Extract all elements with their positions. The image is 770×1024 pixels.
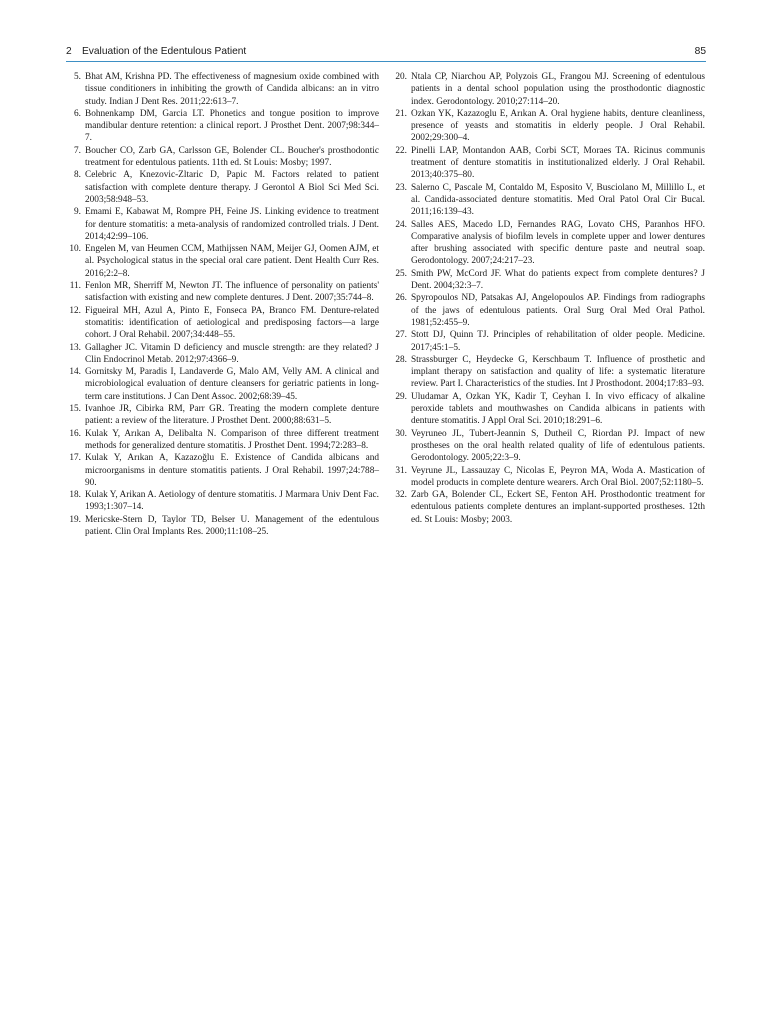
- reference-number: 6.: [74, 108, 81, 119]
- reference-number: 24.: [395, 219, 407, 230]
- reference-item: [66, 206, 379, 243]
- reference-item: [66, 403, 379, 428]
- reference-text: Ntala CP, Niarchou AP, Polyzois GL, Frangou MJ. Screening of edentulous patients in a dental school population using the prosthodontic diagnostic index. Gerodontology. 2010;27:114–20.: [411, 72, 705, 107]
- reference-text: Mericske-Stern D, Taylor TD, Belser U. Management of the edentulous patient. Clin Oral Implants Res. 2000;11:108–25.: [85, 514, 379, 537]
- reference-text: Salerno C, Pascale M, Contaldo M, Esposito V, Busciolano M, Millillo L, et al. Candida-associated denture stomatitis. Med Oral Patol Oral Cir Bucal. 2011;16:139–43.: [411, 182, 705, 218]
- reference-text: Smith PW, McCord JF. What do patients expect from complete dentures? J Dent. 2004;32:3–7.: [411, 268, 705, 292]
- reference-item: [392, 489, 705, 526]
- reference-number: 29.: [395, 391, 407, 402]
- chapter-title: Evaluation of the Edentulous Patient: [82, 46, 247, 57]
- reference-number: 31.: [395, 465, 407, 476]
- reference-number: 25.: [395, 268, 407, 279]
- reference-item: [66, 243, 379, 280]
- reference-text: Pinelli LAP, Montandon AAB, Corbi SCT, Moraes TA. Ricinus communis treatment of denture stomatitis in institutionalized elderly. J Oral Rehabil. 2013;40:375–80.: [411, 145, 705, 181]
- reference-text: Ozkan YK, Kazazoglu E, Arıkan A. Oral hygiene habits, denture cleanliness, presence of yeasts and stomatitis in elderly people. J Oral Rehabil. 2002;29:300–4.: [411, 108, 705, 144]
- reference-item: [66, 342, 379, 367]
- reference-text: Bhat AM, Krishna PD. The effectiveness of magnesium oxide combined with tissue conditioners in inhibiting the growth of Candida albicans: an in vitro study. Indian J Dent Res. 2011;22:613–7.: [85, 72, 379, 107]
- reference-item: [392, 391, 705, 428]
- reference-text: Fenlon MR, Sherriff M, Newton JT. The influence of personality on patients' satisfaction with existing and new complete dentures. J Dent. 2007;35:744–8.: [85, 281, 379, 304]
- reference-number: 13.: [69, 342, 81, 353]
- reference-text: Celebric A, Knezovic-Zltaric D, Papic M. Factors related to patient satisfaction with complete denture therapy. J Gerontol A Biol Sci Med Sci. 2003;58:948–53.: [85, 170, 379, 205]
- reference-item: [66, 514, 379, 539]
- reference-number: 10.: [69, 244, 81, 255]
- reference-text: Uludamar A, Ozkan YK, Kadir T, Ceyhan I. In vivo efficacy of alkaline peroxide tablets and mouthwashes on Candida albicans in patients with denture stomatitis. J Appl Oral Sci. 2010;18:291–6.: [411, 391, 705, 427]
- reference-number: 28.: [395, 354, 407, 365]
- reference-number: 8.: [74, 170, 81, 181]
- reference-item: [66, 489, 379, 514]
- reference-text: Kulak Y, Arikan A. Aetiology of denture stomatitis. J Marmara Univ Dent Fac. 1993;1:307–14.: [85, 490, 379, 513]
- reference-item: [392, 182, 705, 219]
- reference-text: Gornitsky M, Paradis I, Landaverde G, Malo AM, Velly AM. A clinical and microbiological evaluation of denture cleansers for geriatric patients in long-term care institutions. J Can Dent Assoc. 2002;68:39–45.: [85, 367, 379, 402]
- reference-number: 21.: [395, 108, 407, 119]
- reference-item: [392, 108, 705, 145]
- reference-text: Ivanhoe JR, Cibirka RM, Parr GR. Treating the modern complete denture patient: a review of the literature. J Prosthet Dent. 2000;88:631–5.: [85, 404, 379, 427]
- reference-text: Spyropoulos ND, Patsakas AJ, Angelopoulos AP. Findings from radiographs of the jaws of edentulous patients. Oral Surg Oral Med Oral Pathol. 1981;52:455–9.: [411, 293, 705, 328]
- reference-item: [66, 366, 379, 403]
- reference-item: [66, 305, 379, 342]
- reference-text: Kulak Y, Arıkan A, Delibalta N. Comparison of three different treatment methods for generalized denture stomatitis. J Prosthet Dent. 1994;72:283–8.: [85, 428, 379, 451]
- reference-number: 19.: [69, 514, 81, 525]
- reference-number: 22.: [395, 145, 407, 156]
- reference-number: 9.: [74, 207, 81, 218]
- reference-item: [66, 108, 379, 145]
- reference-item: [66, 169, 379, 206]
- reference-text: Kulak Y, Arıkan A, Kazazoğlu E. Existence of Candida albicans and microorganisms in denture stomatitis patients. J Oral Rehabil. 1997;24:788–90.: [85, 453, 379, 488]
- reference-text: Stott DJ, Quinn TJ. Principles of rehabilitation of older people. Medicine. 2017;45:1–5.: [411, 330, 705, 353]
- reference-number: 16.: [69, 428, 81, 439]
- reference-number: 18.: [69, 490, 81, 501]
- reference-text: Veyruneo JL, Tubert-Jeannin S, Dutheil C, Riordan PJ. Impact of new prostheses on the oral health related quality of life of edentulous patients. Gerodontology. 2005;22:3–9.: [411, 428, 705, 464]
- reference-number: 26.: [395, 293, 407, 304]
- reference-text: Emami E, Kabawat M, Rompre PH, Feine JS. Linking evidence to treatment for denture stomatitis: a meta-analysis of randomized controlled trials. J Dent. 2014;42:99–106.: [85, 207, 379, 242]
- reference-item: [392, 292, 705, 329]
- reference-number: 20.: [395, 72, 407, 82]
- reference-number: 5.: [74, 72, 81, 82]
- reference-item: [392, 268, 705, 293]
- reference-item: [66, 452, 379, 489]
- reference-item: [66, 428, 379, 453]
- reference-item: [66, 280, 379, 305]
- reference-text: Engelen M, van Heumen CCM, Mathijssen NAM, Meijer GJ, Oomen AJM, et al. Psychological status in the special oral care patient. Dent Health Curr Res. 2016;2:2–8.: [85, 244, 379, 279]
- reference-number: 23.: [395, 182, 407, 193]
- reference-text: Salles AES, Macedo LD, Fernandes RAG, Lovato CHS, Paranhos HFO. Comparative analysis of biofilm levels in complete upper and lower dentures after brushing associated with specific denture paste and neutral soap. Gerodontology. 2007;24:217–23.: [411, 219, 705, 267]
- reference-item: [392, 329, 705, 354]
- reference-number: 11.: [69, 281, 81, 292]
- reference-number: 27.: [395, 330, 407, 341]
- header-rule: [66, 61, 706, 62]
- reference-item: [392, 219, 705, 268]
- reference-text: Boucher CO, Zarb GA, Carlsson GE, Bolender CL. Boucher's prosthodontic treatment for edentulous patients. 11th ed. St Louis: Mosby; 1997.: [85, 145, 379, 169]
- reference-item: [392, 145, 705, 182]
- reference-item: [392, 465, 705, 490]
- reference-text: Bohnenkamp DM, Garcia LT. Phonetics and tongue position to improve mandibular denture retention: a clinical report. J Prosthet Dent. 2007;98:344–7.: [85, 108, 379, 144]
- reference-number: 15.: [69, 404, 81, 415]
- reference-number: 7.: [74, 145, 81, 156]
- reference-text: Zarb GA, Bolender CL, Eckert SE, Fenton AH. Prosthodontic treatment for edentulous patients complete dentures an implant-supported prostheses. 12th ed. St Louis: Mosby; 2003.: [411, 490, 705, 525]
- reference-text: Gallagher JC. Vitamin D deficiency and muscle strength: are they related? J Clin Endocrinol Metab. 2012;97:4366–9.: [85, 342, 379, 365]
- reference-list-left: [66, 71, 379, 538]
- reference-number: 12.: [69, 305, 81, 316]
- reference-number: 17.: [69, 453, 81, 464]
- reference-item: [392, 428, 705, 465]
- reference-item: [392, 71, 705, 108]
- reference-text: Veyrune JL, Lassauzay C, Nicolas E, Peyron MA, Woda A. Mastication of model products in complete denture wearers. Arch Oral Biol. 2007;52:1180–5.: [411, 465, 705, 488]
- reference-number: 32.: [395, 490, 407, 501]
- chapter-number: 2: [66, 46, 72, 57]
- page-number: 85: [694, 46, 706, 57]
- reference-text: Figueiral MH, Azul A, Pinto E, Fonseca PA, Branco FM. Denture-related stomatitis: identification of aetiological and predisposing factors—a large cohort. J Oral Rehabil. 2007;34:448–55.: [85, 305, 379, 341]
- reference-list-right: [392, 71, 705, 526]
- chapter-heading: [66, 46, 246, 57]
- reference-item: [66, 145, 379, 170]
- reference-number: 30.: [395, 428, 407, 439]
- reference-text: Strassburger C, Heydecke G, Kerschbaum T. Influence of prosthetic and implant therapy on satisfaction and quality of life: a systematic literature review. Part I. Characteristics of the studies. Int J Prosthodont. 2004;17:83–93.: [411, 354, 705, 390]
- reference-item: [66, 71, 379, 108]
- reference-item: [392, 354, 705, 391]
- reference-number: 14.: [69, 367, 81, 378]
- running-header: [66, 44, 706, 62]
